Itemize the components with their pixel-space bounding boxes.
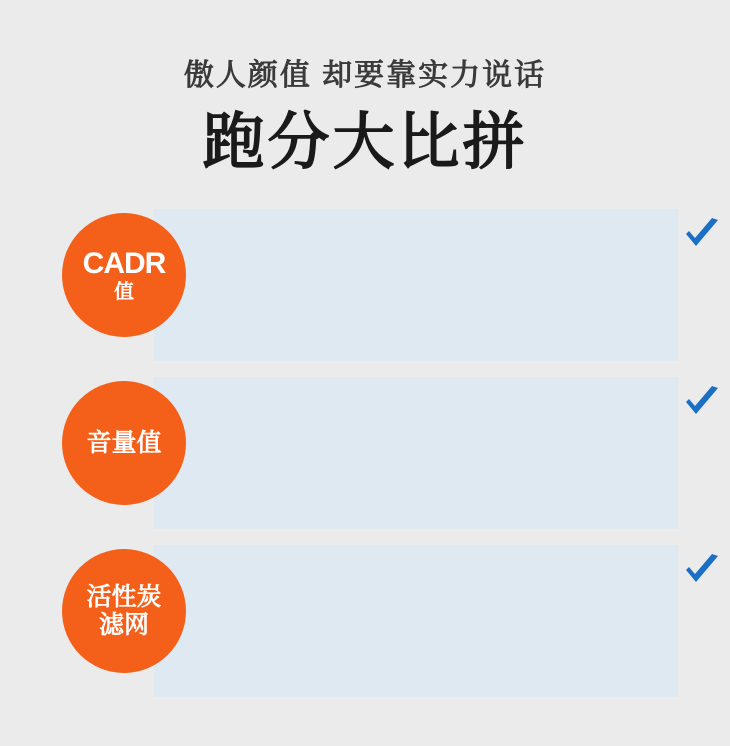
block-panel xyxy=(154,209,678,361)
badge-label-secondary: 值 xyxy=(114,280,134,303)
comparison-blocks xyxy=(0,209,730,697)
badge-label-secondary: 滤网 xyxy=(98,611,149,640)
block-panel xyxy=(154,377,678,529)
header-subtitle: 傲人颜值 却要靠实力说话 xyxy=(183,59,547,92)
badge-volume xyxy=(62,381,186,505)
comparison-block-filter xyxy=(0,545,730,697)
check-icon xyxy=(682,383,722,423)
check-icon xyxy=(682,551,722,591)
badge-label-primary: 活性炭 xyxy=(86,583,162,612)
check-icon xyxy=(682,215,722,255)
badge-label-primary: 音量值 xyxy=(86,429,162,458)
page-title: 跑分大比拼 xyxy=(202,108,528,177)
comparison-block-cadr xyxy=(0,209,730,361)
badge-cadr xyxy=(62,213,186,337)
block-panel xyxy=(154,545,678,697)
page-header xyxy=(0,0,730,175)
badge-label-primary: CADR xyxy=(82,247,166,281)
comparison-block-volume xyxy=(0,377,730,529)
badge-filter xyxy=(62,549,186,673)
